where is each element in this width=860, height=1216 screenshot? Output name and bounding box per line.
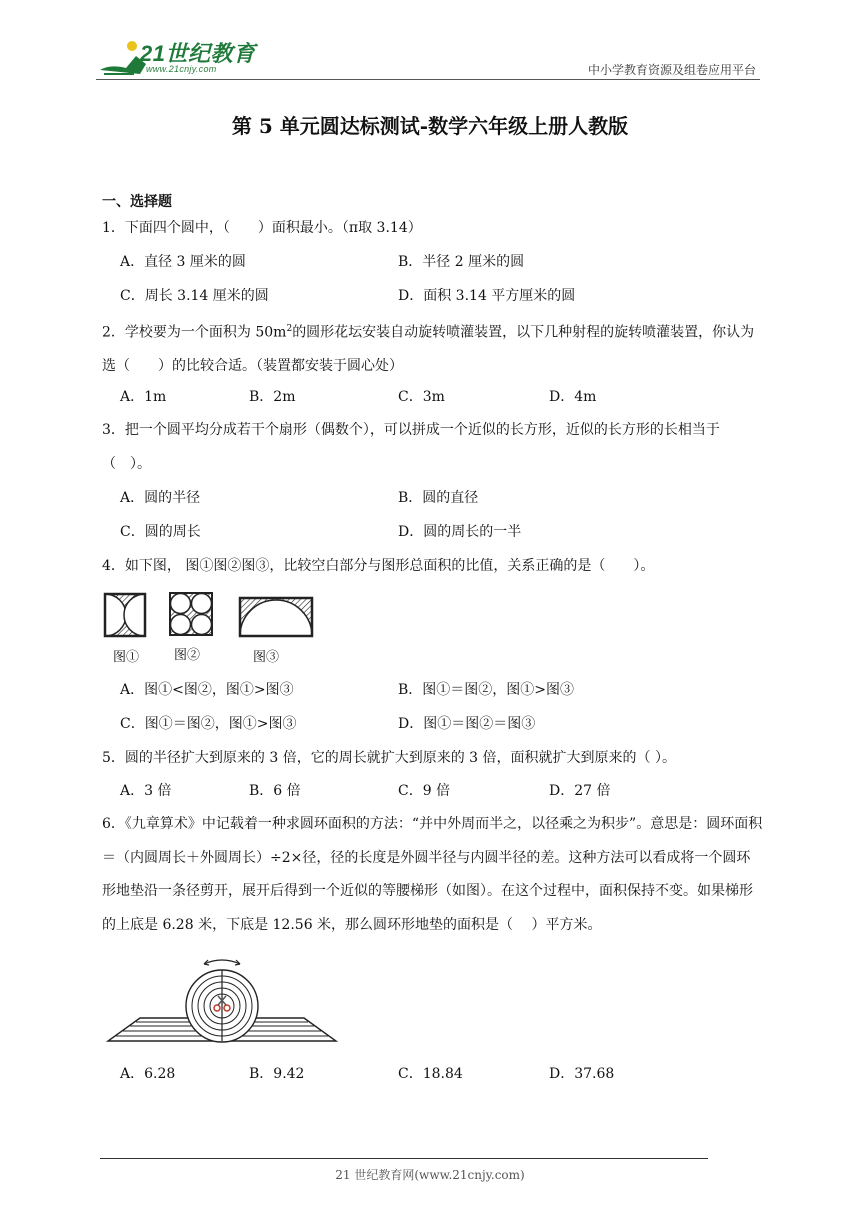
q5-option-a[interactable]: A．3 倍 bbox=[120, 783, 172, 799]
q5-option-d[interactable]: D．27 倍 bbox=[549, 783, 611, 799]
q5-option-b[interactable]: B．6 倍 bbox=[249, 783, 301, 799]
q3-option-a[interactable]: A．圆的半径 bbox=[120, 490, 201, 506]
q1-option-d[interactable]: D．面积 3.14 平方厘米的圆 bbox=[398, 288, 576, 304]
q3-option-d[interactable]: D．圆的周长的一半 bbox=[398, 524, 522, 540]
figure-3-label: 图③ bbox=[253, 650, 280, 665]
figure-1-label: 图① bbox=[113, 650, 140, 665]
q6-option-d[interactable]: D．37.68 bbox=[549, 1066, 615, 1082]
q2-option-b[interactable]: B．2m bbox=[249, 389, 296, 405]
header-divider bbox=[96, 79, 760, 80]
question-6-text: 6．《九章算术》中记载着一种求圆环面积的方法：“并中外周而半之，以径乘之为积步”。意思是：圆环面积＝（内圆周长＋外圆周长）÷2×径，径的长度是外圆半径与内圆半径的差。这种方法可以看成将一个圆环形地垫沿一条径剪开，展开后得到一个近似的等腰梯形（如图）。在这个过程中，面积保持不变。如果梯形的上底是 6.28 米，下底是 12.56 米，那么圆环形地垫的面积是（ ）平方米。 bbox=[102, 816, 763, 933]
q3-option-b[interactable]: B．圆的直径 bbox=[398, 490, 479, 506]
q6-option-a[interactable]: A．6.28 bbox=[120, 1066, 176, 1082]
q4-option-d[interactable]: D．图①＝图②＝图③ bbox=[398, 716, 536, 732]
question-2-text: 2．学校要为一个面积为 $50m^2$的圆形花坛安装自动旋转喷灌装置，以下几种射程的旋转喷灌装置，你认为选（ ）的比较合适。（装置都安装于圆心处） bbox=[102, 324, 755, 375]
q3-option-c[interactable]: C．圆的周长 bbox=[120, 524, 201, 540]
page-title: 第 5 单元圆达标测试-数学六年级上册人教版 bbox=[231, 114, 629, 138]
q6-option-c[interactable]: C．18.84 bbox=[398, 1066, 463, 1082]
header-platform-text: 中小学教育资源及组卷应用平台 bbox=[587, 63, 756, 77]
q4-option-b[interactable]: B．图①＝图②，图①>图③ bbox=[398, 682, 575, 698]
q2-option-d[interactable]: D．4m bbox=[549, 389, 597, 405]
logo-url: www.21cnjy.com bbox=[146, 64, 217, 74]
q2-option-a[interactable]: A．1m bbox=[120, 389, 167, 405]
q1-option-b[interactable]: B．半径 2 厘米的圆 bbox=[398, 254, 525, 270]
question-4-text: 4．如下图， 图①图②图③，比较空白部分与图形总面积的比值，关系正确的是（ ）。 bbox=[102, 558, 655, 574]
question-3-text: 3．把一个圆平均分成若干个扇形（偶数个），可以拼成一个近似的长方形，近似的长方形的长相当于（ ）。 bbox=[102, 422, 720, 472]
q5-option-c[interactable]: C．9 倍 bbox=[398, 783, 451, 799]
figure-3 bbox=[240, 598, 312, 636]
figure-2-label: 图② bbox=[174, 648, 201, 663]
q1-option-a[interactable]: A．直径 3 厘米的圆 bbox=[120, 254, 246, 270]
question-1-text: 1．下面四个圆中，（ ）面积最小。（π取 3.14） bbox=[102, 220, 422, 236]
logo-text: 21世纪教育 bbox=[140, 41, 256, 66]
section-heading: 一、选择题 bbox=[102, 194, 172, 210]
question-5-text: 5．圆的半径扩大到原来的 3 倍，它的周长就扩大到原来的 3 倍，面积就扩大到原来的（ ）。 bbox=[102, 750, 676, 766]
q2-option-c[interactable]: C．3m bbox=[398, 389, 445, 405]
figure-1 bbox=[105, 594, 145, 636]
footer-divider bbox=[100, 1158, 708, 1159]
q4-option-c[interactable]: C．图①＝图②，图①>图③ bbox=[120, 716, 297, 732]
q1-option-c[interactable]: C．周长 3.14 厘米的圆 bbox=[120, 288, 269, 304]
footer-text: 21 世纪教育网(www.21cnjy.com) bbox=[335, 1168, 525, 1182]
q6-option-b[interactable]: B．9.42 bbox=[249, 1066, 305, 1082]
figure-2 bbox=[170, 593, 212, 635]
q4-option-a[interactable]: A．图①<图②，图①>图③ bbox=[120, 682, 294, 698]
question-6-figure bbox=[104, 956, 340, 1046]
